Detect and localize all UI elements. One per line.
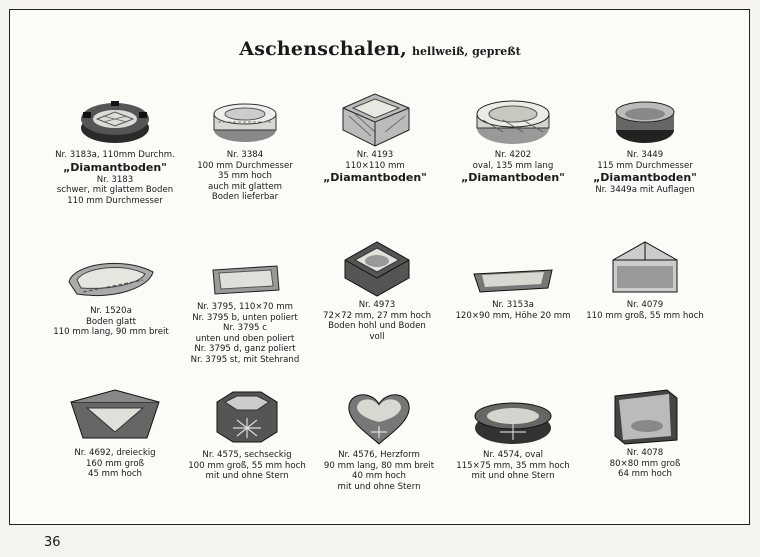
product-4973 bbox=[302, 234, 452, 342]
caption bbox=[438, 300, 588, 321]
caption-line: Nr. 3183a, 110mm Durchm. bbox=[55, 150, 175, 160]
product-4193 bbox=[300, 88, 450, 185]
caption-line: 80×80 mm groß bbox=[609, 458, 681, 469]
round-ashtray-diamond-icon bbox=[77, 92, 153, 150]
caption-line: 45 mm hoch bbox=[87, 469, 143, 480]
caption-line: schwer, mit glattem Boden bbox=[56, 185, 174, 196]
rect-tray-icon bbox=[207, 256, 283, 302]
caption-line: Boden lieferbar bbox=[211, 192, 279, 203]
caption-line: 90 mm lang, 80 mm breit bbox=[323, 460, 435, 471]
caption-line: Nr. 3449a mit Auflagen bbox=[595, 185, 695, 196]
caption bbox=[36, 306, 186, 338]
round-bowl-icon bbox=[612, 94, 678, 150]
caption-line: 110×110 mm bbox=[345, 160, 405, 171]
product-4575 bbox=[172, 384, 322, 482]
product-4079 bbox=[570, 236, 720, 321]
round-ashtray-icon bbox=[210, 92, 280, 150]
page-number: 36 bbox=[44, 535, 61, 550]
badge-label: „Diamantboden" bbox=[593, 171, 697, 185]
caption bbox=[40, 448, 190, 480]
caption-line: Nr. 4973 bbox=[358, 300, 396, 310]
caption bbox=[438, 450, 588, 482]
caption-line: 35 mm hoch bbox=[217, 171, 273, 182]
product-4078 bbox=[570, 382, 720, 480]
caption-line: 64 mm hoch bbox=[617, 469, 673, 480]
caption bbox=[570, 150, 720, 196]
caption-line: oval, 135 mm lang bbox=[472, 160, 554, 171]
product-1520a bbox=[36, 252, 186, 338]
square-deep-ashtray-icon bbox=[339, 234, 415, 300]
caption-line: Nr. 3795 b, unten poliert bbox=[192, 312, 298, 323]
caption-line: unten und oben poliert bbox=[195, 333, 295, 344]
caption-line: Nr. 3795, 110×70 mm bbox=[197, 302, 293, 312]
product-3795 bbox=[170, 256, 320, 366]
caption bbox=[172, 450, 322, 482]
caption-line: Nr. 1520a bbox=[90, 306, 132, 316]
caption-line: Nr. 4193 bbox=[356, 150, 394, 160]
caption bbox=[300, 150, 450, 185]
product-3384 bbox=[170, 92, 320, 203]
caption-line: 72×72 mm, 27 mm hoch bbox=[322, 310, 432, 321]
caption-line: Nr. 4692, dreieckig bbox=[74, 448, 156, 458]
caption-line: 115 mm Durchmesser bbox=[597, 160, 693, 171]
product-3183a bbox=[40, 92, 190, 206]
title-main: Aschenschalen, bbox=[239, 38, 407, 60]
heart-ashtray-icon bbox=[341, 384, 417, 450]
page-title bbox=[0, 38, 760, 60]
caption-line: voll bbox=[369, 331, 385, 342]
caption-line: 110 mm Durchmesser bbox=[67, 195, 163, 206]
caption-line: mit und ohne Stern bbox=[205, 471, 289, 482]
product-4576 bbox=[304, 384, 454, 492]
square-ashtray-icon bbox=[335, 88, 415, 150]
product-3153a bbox=[438, 262, 588, 321]
caption-line: 120×90 mm, Höhe 20 mm bbox=[455, 310, 571, 321]
caption bbox=[302, 300, 452, 342]
caption-line: Boden glatt bbox=[86, 316, 136, 327]
caption-line: Nr. 4575, sechseckig bbox=[202, 450, 292, 460]
caption bbox=[304, 450, 454, 492]
caption-line: Nr. 4202 bbox=[494, 150, 532, 160]
caption-line: Nr. 3449 bbox=[626, 150, 664, 160]
caption bbox=[40, 150, 190, 206]
caption-line: Nr. 3795 c bbox=[223, 323, 267, 334]
triangle-ashtray-icon bbox=[67, 382, 163, 448]
caption-line: Nr. 3795 st, mit Stehrand bbox=[190, 354, 300, 365]
caption-line: mit und ohne Stern bbox=[471, 471, 555, 482]
product-4202 bbox=[438, 92, 588, 185]
caption-line: 110 mm groß, 55 mm hoch bbox=[586, 310, 704, 321]
oval-ashtray-icon bbox=[473, 92, 553, 150]
caption-line: 100 mm Durchmesser bbox=[197, 160, 293, 171]
caption-line: 110 mm lang, 90 mm breit bbox=[53, 327, 169, 338]
caption bbox=[570, 448, 720, 480]
caption-line: 40 mm hoch bbox=[351, 471, 407, 482]
caption bbox=[438, 150, 588, 185]
caption-line: auch mit glattem bbox=[208, 181, 282, 192]
badge-label: „Diamantboden" bbox=[461, 171, 565, 185]
caption-line: 160 mm groß bbox=[85, 458, 145, 469]
caption bbox=[170, 150, 320, 203]
caption-line: Nr. 3183 bbox=[96, 174, 134, 185]
badge-label: „Diamantboden" bbox=[63, 160, 167, 174]
caption-line: 115×75 mm, 35 mm hoch bbox=[456, 460, 570, 471]
caption-line: 100 mm groß, 55 mm hoch bbox=[188, 460, 306, 471]
oval-star-ashtray-icon bbox=[470, 394, 556, 450]
caption bbox=[570, 300, 720, 321]
caption-line: Nr. 3153a bbox=[492, 300, 534, 310]
caption-line: mit und ohne Stern bbox=[337, 481, 421, 492]
product-3449 bbox=[570, 94, 720, 196]
product-4692 bbox=[40, 382, 190, 480]
title-sub: hellweiß, gepreßt bbox=[412, 45, 521, 58]
caption-line: Nr. 4576, Herzform bbox=[338, 450, 420, 460]
hexagon-ashtray-icon bbox=[209, 384, 285, 450]
cube-ashtray-icon bbox=[607, 382, 683, 448]
triangle-block-icon bbox=[605, 236, 685, 300]
caption-line: Nr. 3384 bbox=[226, 150, 264, 160]
caption-line: Boden hohl und Boden bbox=[328, 321, 426, 332]
caption-line: Nr. 4078 bbox=[626, 448, 664, 458]
flat-tray-icon bbox=[468, 262, 558, 300]
caption bbox=[170, 302, 320, 366]
product-4574 bbox=[438, 394, 588, 482]
badge-label: „Diamantboden" bbox=[323, 171, 427, 185]
caption-line: Nr. 4574, oval bbox=[483, 450, 543, 460]
caption-line: Nr. 4079 bbox=[626, 300, 664, 310]
leaf-ashtray-icon bbox=[63, 252, 159, 306]
caption-line: Nr. 3795 d, ganz poliert bbox=[194, 344, 296, 355]
